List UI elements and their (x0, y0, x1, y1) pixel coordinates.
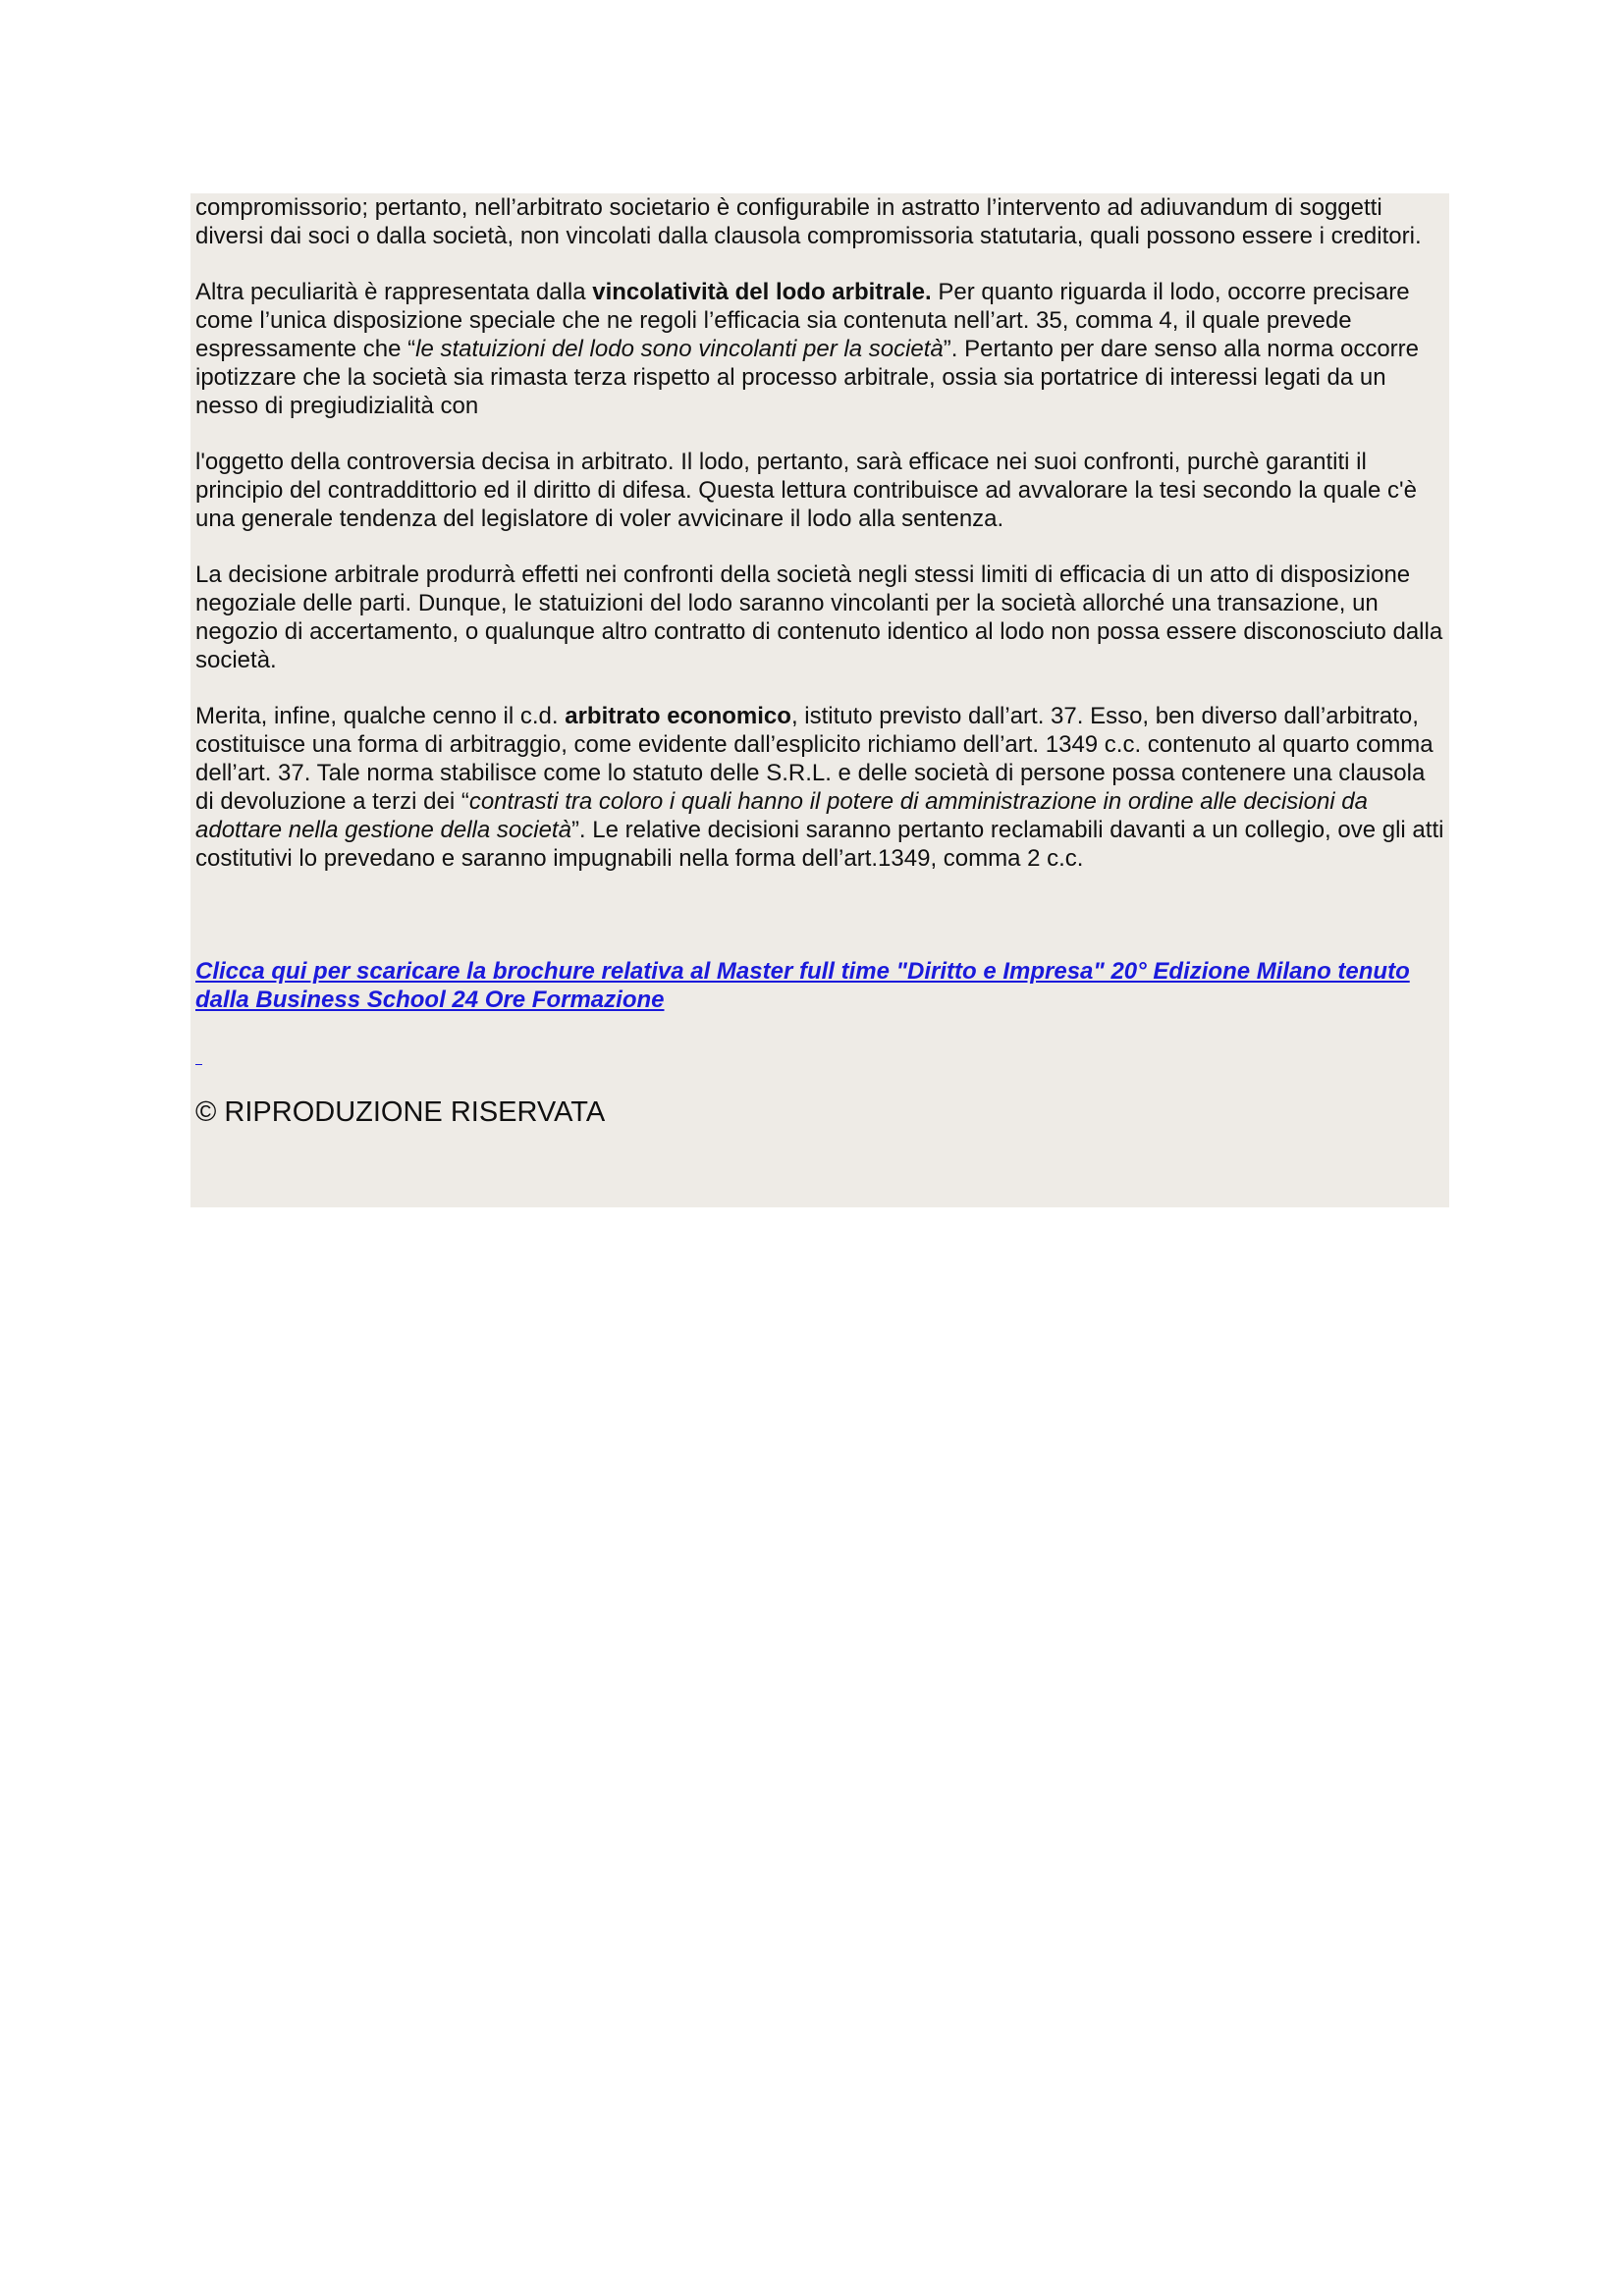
copyright-notice: © RIPRODUZIONE RISERVATA (195, 1096, 606, 1128)
brochure-link-block (195, 957, 1444, 1014)
paragraph-text: ”. Pertanto per dare senso alla norma occorre ipotizzare che la società sia rimasta terza rispetto al processo arbitrale, ossia sia portatrice di interessi legati da un nesso di pregiudizialità con (195, 336, 1420, 419)
paragraph-oggetto-controversia: l'oggetto della controversia decisa in arbitrato. Il lodo, pertanto, sarà efficace nei suoi confronti, purchè garantiti il principio del contraddittorio ed il diritto di difesa. Questa lettura contribuisce ad avvalorare la tesi secondo la quale c'è una generale tendenza del legislatore di voler avvicinare il lodo alla sentenza. (195, 449, 1417, 532)
italic-quote-statuizioni: le statuizioni del lodo sono vincolanti per la società (415, 336, 944, 362)
empty-link[interactable] (195, 1044, 202, 1065)
paragraph-text: Per quanto riguarda il lodo, occorre precisare come l’unica disposizione speciale che ne regoli l’efficacia sia contenuta nell’art. 35, comma 4, il quale prevede espressamente che “ (195, 279, 1410, 362)
paragraph-vincolativita (195, 278, 1444, 420)
paragraph-decisione-arbitrale: La decisione arbitrale produrrà effetti nei confronti della società negli stessi limiti di efficacia di un atto di disposizione negoziale delle parti. Dunque, le statuizioni del lodo saranno vincolanti per la società allorché una transazione, un negozio di accertamento, o qualunque altro contratto di contenuto identico al lodo non possa essere disconosciuto dalla società. (195, 561, 1443, 673)
paragraph-compromissorio: compromissorio; pertanto, nell’arbitrato societario è configurabile in astratto l’intervento ad adiuvandum di soggetti diversi dai soci o dalla società, non vincolati dalla clausola compromissoria statutaria, quali possono essere i creditori. (195, 194, 1422, 249)
paragraph-arbitrato-economico (195, 702, 1444, 873)
paragraph-text: , istituto previsto dall’art. 37. Esso, ben diverso dall’arbitrato, costituisce una forma di arbitraggio, come evidente dall’esplicito richiamo dell’art. 1349 c.c. contenuto al quarto comma dell’art. 37. Tale norma stabilisce come lo statuto delle S.R.L. e delle società di persone possa contenere una clausola di devoluzione a terzi dei “ (195, 703, 1434, 815)
paragraph-text: ”. Le relative decisioni saranno pertanto reclamabili davanti a un collegio, ove gli atti costitutivi lo prevedano e saranno impugnabili nella forma dell’art.1349, comma 2 c.c. (195, 817, 1444, 872)
article-body (195, 193, 1444, 1129)
paragraph-text: Altra peculiarità è rappresentata dalla (195, 279, 593, 305)
bold-term-arbitrato-economico: arbitrato economico (565, 703, 791, 729)
italic-quote-contrasti: contrasti tra coloro i quali hanno il potere di amministrazione in ordine alle decisioni da adottare nella gestione della società (195, 788, 1368, 843)
brochure-download-link[interactable]: Clicca qui per scaricare la brochure relativa al Master full time "Diritto e Impresa" 20° Edizione Milano tenuto dalla Business School 24 Ore Formazione (195, 958, 1410, 1013)
paragraph-text: Merita, infine, qualche cenno il c.d. (195, 703, 566, 729)
empty-link-row (195, 1043, 1444, 1072)
bold-term-vincolativita: vincolatività del lodo arbitrale. (592, 279, 932, 305)
